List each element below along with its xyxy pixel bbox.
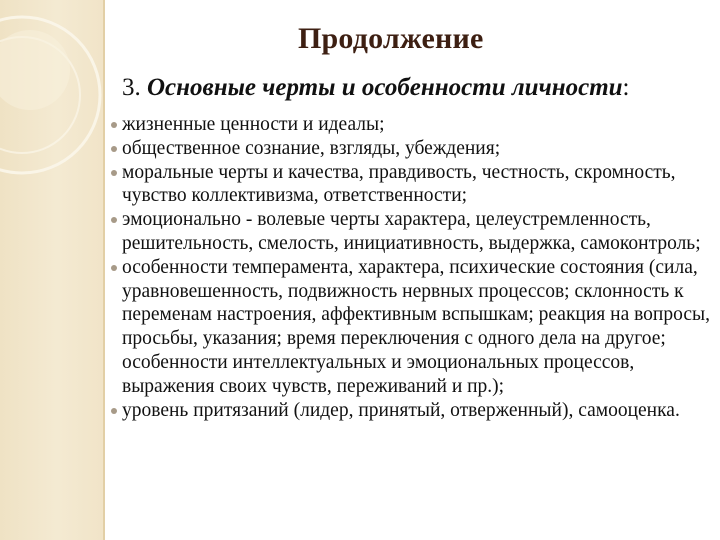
list-item bbox=[0, 137, 720, 161]
bullet-icon bbox=[111, 170, 117, 176]
list-item bbox=[0, 113, 720, 137]
list-item bbox=[0, 256, 720, 399]
list-item-text: эмоционально - волевые черты характера, целеустремленность, решительность, смелость, инициативность, выдержка, самоконтроль; bbox=[122, 209, 701, 254]
bullet-icon bbox=[111, 146, 117, 152]
heading-colon: : bbox=[622, 74, 630, 101]
list-item-text: моральные черты и качества, правдивость, честность, скромность, чувство коллективизма, ответственности; bbox=[122, 161, 676, 207]
bullet-icon bbox=[111, 265, 117, 271]
list-item-text: жизненные ценности и идеалы; bbox=[122, 114, 385, 135]
bullet-icon bbox=[111, 122, 117, 128]
list-item bbox=[0, 161, 720, 209]
section-heading bbox=[122, 74, 630, 102]
list-item-text: особенности темперамента, характера, психические состояния (сила, уравновешенность, подвижность нервных процессов; склонность к переменам настроения, аффективным вспышкам; реакция на вопросы, просьбы, указания; время переключения с одного дела на другое; особенности интеллектуальных и эмоциональных процессов, выражения своих чувств, переживаний и пр.); bbox=[122, 256, 710, 397]
bullet-icon bbox=[111, 408, 117, 414]
heading-text: Основные черты и особенности личности bbox=[147, 74, 623, 101]
heading-number: 3. bbox=[122, 74, 141, 101]
list-item bbox=[0, 399, 720, 423]
slide-title: Продолжение bbox=[298, 22, 484, 55]
bullet-icon bbox=[111, 217, 117, 223]
trait-list bbox=[0, 113, 720, 422]
list-item-text: общественное сознание, взгляды, убеждения; bbox=[122, 137, 501, 159]
list-item-text: уровень притязаний (лидер, принятый, отверженный), самооценка. bbox=[122, 399, 680, 421]
list-item bbox=[0, 208, 720, 256]
